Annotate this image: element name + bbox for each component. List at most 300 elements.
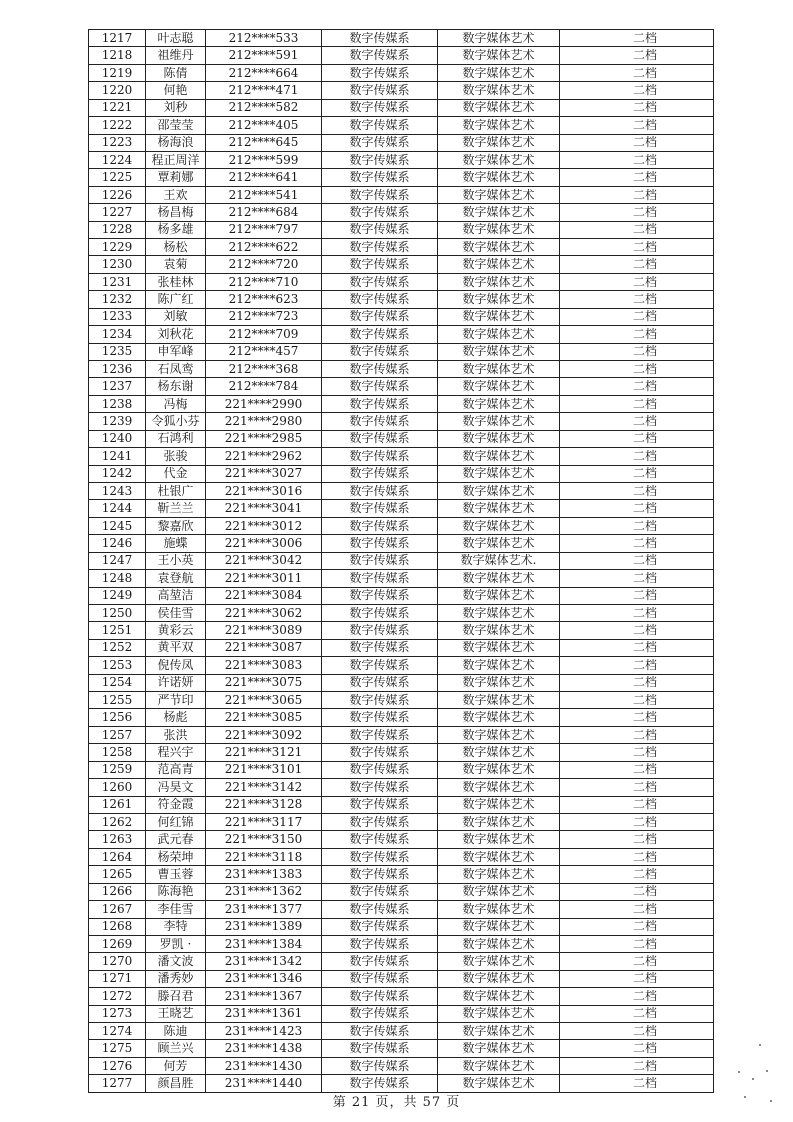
cell-department: 数字传媒系 — [322, 204, 438, 221]
cell-department: 数字传媒系 — [322, 117, 438, 134]
cell-major: 数字媒体艺术 — [438, 465, 560, 482]
cell-number: 1234 — [89, 326, 146, 343]
cell-grade: 二档 — [560, 482, 714, 499]
cell-number: 1239 — [89, 413, 146, 430]
scan-speck — [752, 1078, 754, 1080]
cell-name: 程兴宇 — [146, 744, 206, 761]
cell-name: 陈海艳 — [146, 883, 206, 900]
cell-name: 程正周洋 — [146, 151, 206, 168]
cell-major: 数字媒体艺术 — [438, 204, 560, 221]
cell-number: 1271 — [89, 970, 146, 987]
cell-student-id: 212****784 — [206, 378, 322, 395]
cell-grade: 二档 — [560, 604, 714, 621]
cell-grade: 二档 — [560, 465, 714, 482]
cell-grade: 二档 — [560, 726, 714, 743]
cell-major: 数字媒体艺术 — [438, 935, 560, 952]
cell-department: 数字传媒系 — [322, 657, 438, 674]
cell-student-id: 221****3075 — [206, 674, 322, 691]
cell-department: 数字传媒系 — [322, 918, 438, 935]
cell-grade: 二档 — [560, 117, 714, 134]
cell-department: 数字传媒系 — [322, 186, 438, 203]
table-row — [89, 988, 714, 1005]
cell-grade: 二档 — [560, 291, 714, 308]
cell-name: 申军峰 — [146, 343, 206, 360]
cell-student-id: 221****3142 — [206, 779, 322, 796]
cell-department: 数字传媒系 — [322, 639, 438, 656]
cell-student-id: 231****1367 — [206, 988, 322, 1005]
cell-grade: 二档 — [560, 343, 714, 360]
cell-department: 数字传媒系 — [322, 935, 438, 952]
cell-number: 1244 — [89, 500, 146, 517]
cell-major: 数字媒体艺术 — [438, 1005, 560, 1022]
cell-grade: 二档 — [560, 1023, 714, 1040]
cell-student-id: 212****582 — [206, 99, 322, 116]
table-row — [89, 343, 714, 360]
cell-student-id: 212****720 — [206, 256, 322, 273]
page-number: 第 21 页，共 57 页 — [332, 1095, 461, 1110]
cell-name: 冯昊文 — [146, 779, 206, 796]
cell-grade: 二档 — [560, 326, 714, 343]
table-row — [89, 1005, 714, 1022]
cell-grade: 二档 — [560, 552, 714, 569]
cell-grade: 二档 — [560, 918, 714, 935]
cell-department: 数字传媒系 — [322, 517, 438, 534]
cell-student-id: 221****2990 — [206, 395, 322, 412]
cell-name: 祖维丹 — [146, 47, 206, 64]
cell-number: 1276 — [89, 1057, 146, 1074]
cell-department: 数字传媒系 — [322, 308, 438, 325]
cell-grade: 二档 — [560, 1005, 714, 1022]
cell-name: 张骏 — [146, 448, 206, 465]
cell-number: 1267 — [89, 901, 146, 918]
cell-grade: 二档 — [560, 901, 714, 918]
table-row — [89, 866, 714, 883]
cell-department: 数字传媒系 — [322, 988, 438, 1005]
table-row — [89, 82, 714, 99]
cell-department: 数字传媒系 — [322, 552, 438, 569]
cell-number: 1232 — [89, 291, 146, 308]
cell-department: 数字传媒系 — [322, 134, 438, 151]
cell-major: 数字媒体艺术 — [438, 482, 560, 499]
cell-name: 潘文波 — [146, 953, 206, 970]
cell-grade: 二档 — [560, 848, 714, 865]
table-row — [89, 674, 714, 691]
table-row — [89, 256, 714, 273]
cell-name: 陈迪 — [146, 1023, 206, 1040]
cell-student-id: 221****3092 — [206, 726, 322, 743]
cell-grade: 二档 — [560, 692, 714, 709]
cell-number: 1221 — [89, 99, 146, 116]
cell-department: 数字传媒系 — [322, 726, 438, 743]
cell-grade: 二档 — [560, 395, 714, 412]
cell-grade: 二档 — [560, 779, 714, 796]
cell-major: 数字媒体艺术 — [438, 831, 560, 848]
cell-major: 数字媒体艺术 — [438, 395, 560, 412]
cell-name: 杜银广 — [146, 482, 206, 499]
cell-grade: 二档 — [560, 221, 714, 238]
cell-student-id: 221****3101 — [206, 761, 322, 778]
cell-name: 黎嘉欣 — [146, 517, 206, 534]
table-row — [89, 361, 714, 378]
cell-student-id: 221****3042 — [206, 552, 322, 569]
cell-department: 数字传媒系 — [322, 953, 438, 970]
cell-department: 数字传媒系 — [322, 273, 438, 290]
cell-name: 王晓艺 — [146, 1005, 206, 1022]
cell-major: 数字媒体艺术 — [438, 779, 560, 796]
cell-student-id: 221****2962 — [206, 448, 322, 465]
cell-major: 数字媒体艺术 — [438, 151, 560, 168]
cell-department: 数字传媒系 — [322, 848, 438, 865]
cell-number: 1240 — [89, 430, 146, 447]
cell-grade: 二档 — [560, 378, 714, 395]
cell-department: 数字传媒系 — [322, 99, 438, 116]
cell-major: 数字媒体艺术 — [438, 1075, 560, 1092]
cell-number: 1241 — [89, 448, 146, 465]
table-row — [89, 970, 714, 987]
table-row — [89, 273, 714, 290]
cell-major: 数字媒体艺术 — [438, 47, 560, 64]
cell-student-id: 231****1384 — [206, 935, 322, 952]
cell-number: 1219 — [89, 64, 146, 81]
table-row — [89, 169, 714, 186]
scholarship-list-table — [88, 29, 714, 1093]
cell-name: 石凤鸾 — [146, 361, 206, 378]
cell-grade: 二档 — [560, 709, 714, 726]
cell-number: 1236 — [89, 361, 146, 378]
cell-department: 数字传媒系 — [322, 64, 438, 81]
cell-grade: 二档 — [560, 988, 714, 1005]
cell-number: 1263 — [89, 831, 146, 848]
cell-grade: 二档 — [560, 813, 714, 830]
cell-name: 颜昌胜 — [146, 1075, 206, 1092]
cell-student-id: 212****541 — [206, 186, 322, 203]
cell-student-id: 221****3016 — [206, 482, 322, 499]
cell-student-id: 212****684 — [206, 204, 322, 221]
cell-number: 1260 — [89, 779, 146, 796]
cell-number: 1258 — [89, 744, 146, 761]
cell-number: 1272 — [89, 988, 146, 1005]
cell-student-id: 221****3121 — [206, 744, 322, 761]
cell-department: 数字传媒系 — [322, 151, 438, 168]
cell-student-id: 212****457 — [206, 343, 322, 360]
cell-name: 杨松 — [146, 239, 206, 256]
cell-number: 1254 — [89, 674, 146, 691]
table-row — [89, 918, 714, 935]
cell-name: 杨东谢 — [146, 378, 206, 395]
cell-name: 叶志聪 — [146, 30, 206, 47]
cell-department: 数字传媒系 — [322, 343, 438, 360]
cell-department: 数字传媒系 — [322, 779, 438, 796]
cell-major: 数字媒体艺术 — [438, 953, 560, 970]
cell-number: 1269 — [89, 935, 146, 952]
cell-department: 数字传媒系 — [322, 622, 438, 639]
cell-major: 数字媒体艺术 — [438, 918, 560, 935]
cell-department: 数字传媒系 — [322, 482, 438, 499]
cell-name: 邵莹莹 — [146, 117, 206, 134]
table-row — [89, 604, 714, 621]
cell-major: 数字媒体艺术 — [438, 639, 560, 656]
table-row — [89, 813, 714, 830]
cell-grade: 二档 — [560, 186, 714, 203]
cell-department: 数字传媒系 — [322, 1057, 438, 1074]
cell-number: 1230 — [89, 256, 146, 273]
cell-major: 数字媒体艺术 — [438, 726, 560, 743]
cell-major: 数字媒体艺术 — [438, 326, 560, 343]
cell-number: 1228 — [89, 221, 146, 238]
cell-number: 1229 — [89, 239, 146, 256]
scan-speck — [738, 1071, 740, 1073]
cell-number: 1224 — [89, 151, 146, 168]
table-row — [89, 761, 714, 778]
cell-major: 数字媒体艺术 — [438, 361, 560, 378]
cell-grade: 二档 — [560, 47, 714, 64]
cell-department: 数字传媒系 — [322, 866, 438, 883]
table-row — [89, 587, 714, 604]
cell-department: 数字传媒系 — [322, 291, 438, 308]
table-row — [89, 622, 714, 639]
cell-student-id: 231****1342 — [206, 953, 322, 970]
cell-department: 数字传媒系 — [322, 1023, 438, 1040]
cell-number: 1247 — [89, 552, 146, 569]
cell-number: 1223 — [89, 134, 146, 151]
cell-major: 数字媒体艺术 — [438, 587, 560, 604]
table-body — [89, 30, 714, 1093]
table-row — [89, 448, 714, 465]
cell-department: 数字传媒系 — [322, 796, 438, 813]
cell-major: 数字媒体艺术 — [438, 500, 560, 517]
cell-grade: 二档 — [560, 151, 714, 168]
cell-department: 数字传媒系 — [322, 831, 438, 848]
cell-student-id: 212****599 — [206, 151, 322, 168]
cell-student-id: 221****3150 — [206, 831, 322, 848]
cell-student-id: 221****3027 — [206, 465, 322, 482]
cell-number: 1253 — [89, 657, 146, 674]
cell-student-id: 212****710 — [206, 273, 322, 290]
cell-department: 数字传媒系 — [322, 221, 438, 238]
cell-student-id: 221****3089 — [206, 622, 322, 639]
cell-student-id: 212****471 — [206, 82, 322, 99]
table-row — [89, 779, 714, 796]
cell-number: 1217 — [89, 30, 146, 47]
cell-number: 1273 — [89, 1005, 146, 1022]
cell-major: 数字媒体艺术 — [438, 239, 560, 256]
cell-department: 数字传媒系 — [322, 1005, 438, 1022]
table-row — [89, 883, 714, 900]
cell-student-id: 231****1430 — [206, 1057, 322, 1074]
table-row — [89, 692, 714, 709]
cell-number: 1251 — [89, 622, 146, 639]
cell-major: 数字媒体艺术 — [438, 134, 560, 151]
cell-department: 数字传媒系 — [322, 692, 438, 709]
cell-name: 黄彩云 — [146, 622, 206, 639]
cell-department: 数字传媒系 — [322, 883, 438, 900]
cell-major: 数字媒体艺术 — [438, 430, 560, 447]
cell-grade: 二档 — [560, 134, 714, 151]
cell-number: 1246 — [89, 535, 146, 552]
cell-department: 数字传媒系 — [322, 604, 438, 621]
cell-name: 刘秋花 — [146, 326, 206, 343]
cell-major: 数字媒体艺术 — [438, 186, 560, 203]
cell-number: 1259 — [89, 761, 146, 778]
cell-student-id: 212****405 — [206, 117, 322, 134]
cell-number: 1242 — [89, 465, 146, 482]
cell-number: 1233 — [89, 308, 146, 325]
scan-speck — [759, 1044, 761, 1046]
cell-department: 数字传媒系 — [322, 761, 438, 778]
cell-grade: 二档 — [560, 883, 714, 900]
cell-number: 1237 — [89, 378, 146, 395]
cell-student-id: 221****3012 — [206, 517, 322, 534]
cell-grade: 二档 — [560, 82, 714, 99]
cell-grade: 二档 — [560, 953, 714, 970]
table-row — [89, 570, 714, 587]
cell-student-id: 221****2980 — [206, 413, 322, 430]
table-row — [89, 726, 714, 743]
cell-name: 何芳 — [146, 1057, 206, 1074]
cell-department: 数字传媒系 — [322, 535, 438, 552]
cell-number: 1220 — [89, 82, 146, 99]
cell-grade: 二档 — [560, 639, 714, 656]
cell-grade: 二档 — [560, 674, 714, 691]
cell-student-id: 221****3083 — [206, 657, 322, 674]
cell-student-id: 231****1389 — [206, 918, 322, 935]
table-row — [89, 221, 714, 238]
table-row — [89, 64, 714, 81]
cell-name: 靳兰兰 — [146, 500, 206, 517]
cell-student-id: 212****622 — [206, 239, 322, 256]
cell-name: 袁菊 — [146, 256, 206, 273]
cell-grade: 二档 — [560, 761, 714, 778]
cell-major: 数字媒体艺术 — [438, 1023, 560, 1040]
cell-department: 数字传媒系 — [322, 82, 438, 99]
table-row — [89, 395, 714, 412]
cell-name: 代金 — [146, 465, 206, 482]
cell-grade: 二档 — [560, 1075, 714, 1092]
cell-number: 1225 — [89, 169, 146, 186]
cell-number: 1275 — [89, 1040, 146, 1057]
cell-student-id: 231****1423 — [206, 1023, 322, 1040]
cell-department: 数字传媒系 — [322, 395, 438, 412]
cell-name: 范高青 — [146, 761, 206, 778]
cell-department: 数字传媒系 — [322, 744, 438, 761]
cell-grade: 二档 — [560, 239, 714, 256]
cell-student-id: 221****3065 — [206, 692, 322, 709]
cell-student-id: 212****645 — [206, 134, 322, 151]
table-row — [89, 1057, 714, 1074]
cell-name: 高堃洁 — [146, 587, 206, 604]
cell-major: 数字媒体艺术 — [438, 256, 560, 273]
table-row — [89, 1023, 714, 1040]
cell-grade: 二档 — [560, 361, 714, 378]
cell-department: 数字传媒系 — [322, 500, 438, 517]
cell-grade: 二档 — [560, 273, 714, 290]
cell-major: 数字媒体艺术 — [438, 30, 560, 47]
cell-name: 潘秀妙 — [146, 970, 206, 987]
table-row — [89, 47, 714, 64]
cell-number: 1245 — [89, 517, 146, 534]
table-row — [89, 326, 714, 343]
cell-grade: 二档 — [560, 517, 714, 534]
cell-student-id: 221****3006 — [206, 535, 322, 552]
table-row — [89, 639, 714, 656]
table-row — [89, 378, 714, 395]
cell-student-id: 212****664 — [206, 64, 322, 81]
cell-grade: 二档 — [560, 448, 714, 465]
cell-student-id: 231****1438 — [206, 1040, 322, 1057]
cell-grade: 二档 — [560, 169, 714, 186]
cell-major: 数字媒体艺术 — [438, 535, 560, 552]
cell-department: 数字传媒系 — [322, 326, 438, 343]
cell-number: 1265 — [89, 866, 146, 883]
cell-department: 数字传媒系 — [322, 361, 438, 378]
table-row — [89, 204, 714, 221]
cell-major: 数字媒体艺术 — [438, 517, 560, 534]
cell-student-id: 221****3085 — [206, 709, 322, 726]
cell-number: 1250 — [89, 604, 146, 621]
cell-number: 1261 — [89, 796, 146, 813]
cell-grade: 二档 — [560, 1040, 714, 1057]
cell-department: 数字传媒系 — [322, 413, 438, 430]
cell-department: 数字传媒系 — [322, 1040, 438, 1057]
table-row — [89, 465, 714, 482]
cell-student-id: 221****3041 — [206, 500, 322, 517]
cell-number: 1235 — [89, 343, 146, 360]
cell-major: 数字媒体艺术 — [438, 291, 560, 308]
table-row — [89, 744, 714, 761]
cell-name: 倪传凤 — [146, 657, 206, 674]
cell-name: 何艳 — [146, 82, 206, 99]
cell-grade: 二档 — [560, 500, 714, 517]
cell-major: 数字媒体艺术 — [438, 448, 560, 465]
cell-name: 杨昌梅 — [146, 204, 206, 221]
cell-number: 1227 — [89, 204, 146, 221]
cell-major: 数字媒体艺术 — [438, 1057, 560, 1074]
cell-number: 1264 — [89, 848, 146, 865]
cell-major: 数字媒体艺术 — [438, 692, 560, 709]
table-row — [89, 848, 714, 865]
cell-major: 数字媒体艺术 — [438, 169, 560, 186]
cell-student-id: 212****641 — [206, 169, 322, 186]
cell-department: 数字传媒系 — [322, 1075, 438, 1092]
cell-student-id: 231****1361 — [206, 1005, 322, 1022]
cell-name: 袁登航 — [146, 570, 206, 587]
cell-name: 陈广红 — [146, 291, 206, 308]
cell-major: 数字媒体艺术 — [438, 796, 560, 813]
cell-department: 数字传媒系 — [322, 239, 438, 256]
cell-major: 数字媒体艺术 — [438, 674, 560, 691]
cell-department: 数字传媒系 — [322, 465, 438, 482]
cell-student-id: 212****368 — [206, 361, 322, 378]
scan-speck — [766, 1070, 768, 1072]
cell-name: 陈倩 — [146, 64, 206, 81]
table-row — [89, 413, 714, 430]
cell-department: 数字传媒系 — [322, 970, 438, 987]
cell-student-id: 231****1362 — [206, 883, 322, 900]
cell-name: 李特 — [146, 918, 206, 935]
cell-number: 1218 — [89, 47, 146, 64]
table-row — [89, 953, 714, 970]
cell-department: 数字传媒系 — [322, 30, 438, 47]
cell-major: 数字媒体艺术 — [438, 761, 560, 778]
cell-number: 1252 — [89, 639, 146, 656]
cell-grade: 二档 — [560, 935, 714, 952]
cell-department: 数字传媒系 — [322, 813, 438, 830]
table-row — [89, 239, 714, 256]
table-row — [89, 186, 714, 203]
cell-number: 1222 — [89, 117, 146, 134]
cell-major: 数字媒体艺术 — [438, 378, 560, 395]
cell-grade: 二档 — [560, 866, 714, 883]
